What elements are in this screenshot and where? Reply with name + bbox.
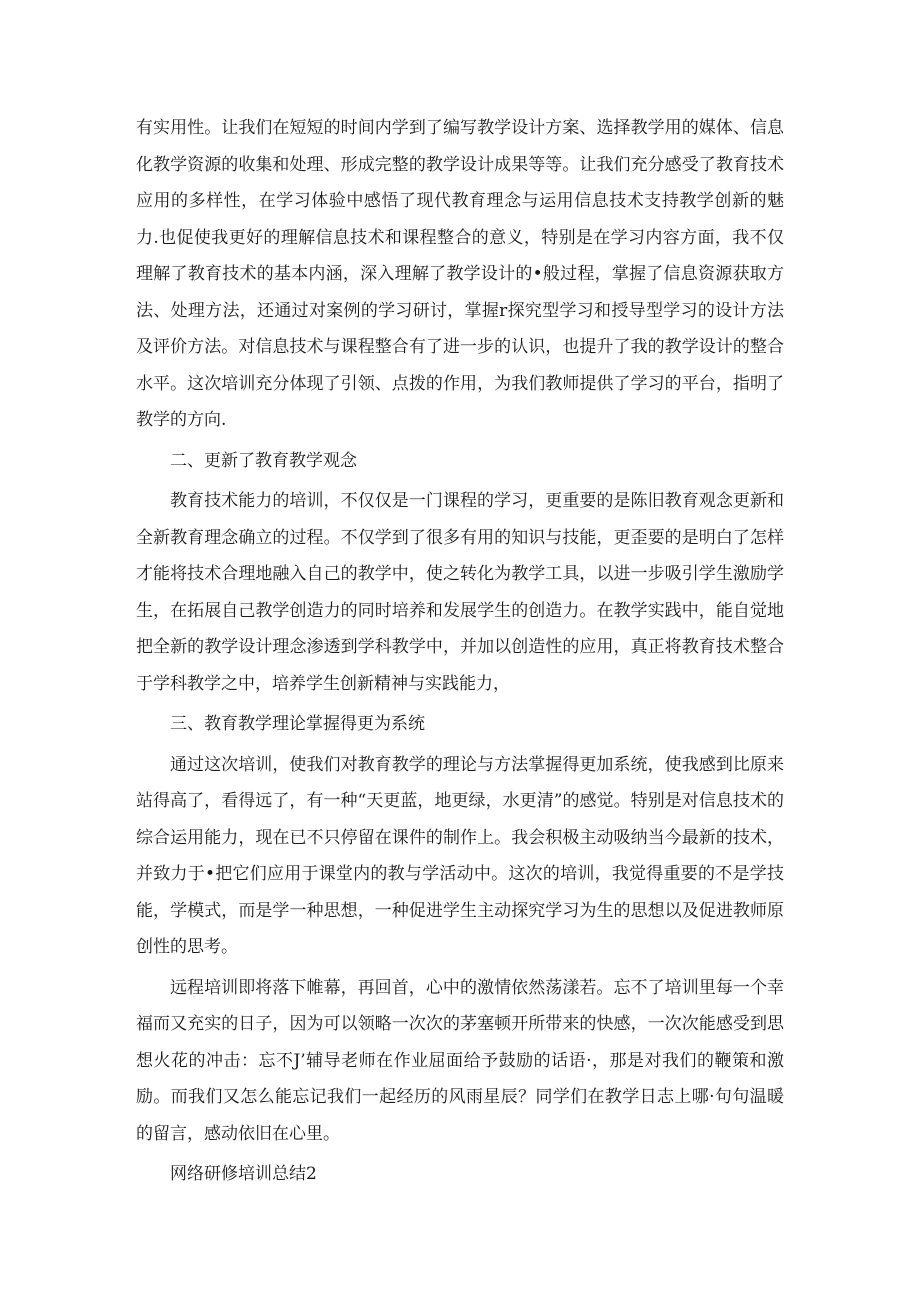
section-heading-3: 三、教育教学理论掌握得更为系统 bbox=[170, 714, 425, 734]
document-body bbox=[136, 110, 784, 1197]
paragraph-section-2: 教育技术能力的培训，不仅仅是一门课程的学习，更重要的是陈旧教育观念更新和全新教育理念确立的过程。不仅学到了很多有用的知识与技能，更歪要的是明白了怎样才能将技术合理地融入自己的教学中，使之转化为教学工具，以进一步吸引学生激励学生，在拓展自己教学创造力的同时培养和发展学生的创造力。在教学实践中，能自觉地把全新的教学设计理念渗透到学科教学中，并加以创造性的应用，真正将教育技术整合于学科教学之中，培养学生创新精神与实践能力， bbox=[136, 491, 784, 694]
document-title-2: 网络研修培训总结2 bbox=[170, 1164, 317, 1184]
section-heading-2: 二、更新了教育教学观念 bbox=[170, 450, 357, 471]
paragraph-section-3: 通过这次培训，使我们对教育教学的理论与方法掌握得更加系统，使我感到比原来站得高了，看得远了，有一种“天更蓝，地更绿，水更清”的感觉。特别是对信息技术的综合运用能力，现在已不只停留在课件的制作上。我会积极主动吸纳当今最新的技术，并致力于•把它们应用于课堂内的教与学活动中。这次的培训，我觉得重要的不是学技能，学模式，而是学一种思想，一种促进学生主动探究学习为生的思想以及促进教师原创性的思考。 bbox=[136, 754, 784, 957]
paragraph-closing: 远程培训即将落下帷幕，再回首，心中的激情依然荡漾若。忘不了培训里每一个幸福而又充实的日子，因为可以领略一次次的茅塞顿开所带来的快感，一次次能感受到思想火花的冲击：忘不J’辅导老师在作业屈面给予鼓励的话语·，那是对我们的鞭策和激励。而我们又怎么能忘记我们一起经历的风雨星辰？同学们在教学日志上哪·句句温暖的留言，感动依旧在心里。 bbox=[136, 977, 784, 1144]
paragraph-continuation: 有实用性。让我们在短短的时间内学到了编写教学设计方案、选择教学用的媒体、信息化教学资源的收集和处理、形成完整的教学设计成果等等。让我们充分感受了教育技术应用的多样性，在学习体验中感悟了现代教育理念与运用信息技术支持教学创新的魅力.也促使我更好的理解信息技术和课程整合的意义，特别是在学习内容方面，我不仅理解了教育技术的基本内涵，深入理解了教学设计的•般过程，掌握了信息资源获取方法、处理方法，还通过对案例的学习研讨，掌握r探究型学习和授导型学习的设计方法及评价方法。对信息技术与课程整合有了进一步的认识，也提升了我的教学设计的整合水平。这次培训充分体现了引领、点拨的作用，为我们教师提供了学习的平台，指明了教学的方向. bbox=[136, 118, 784, 430]
